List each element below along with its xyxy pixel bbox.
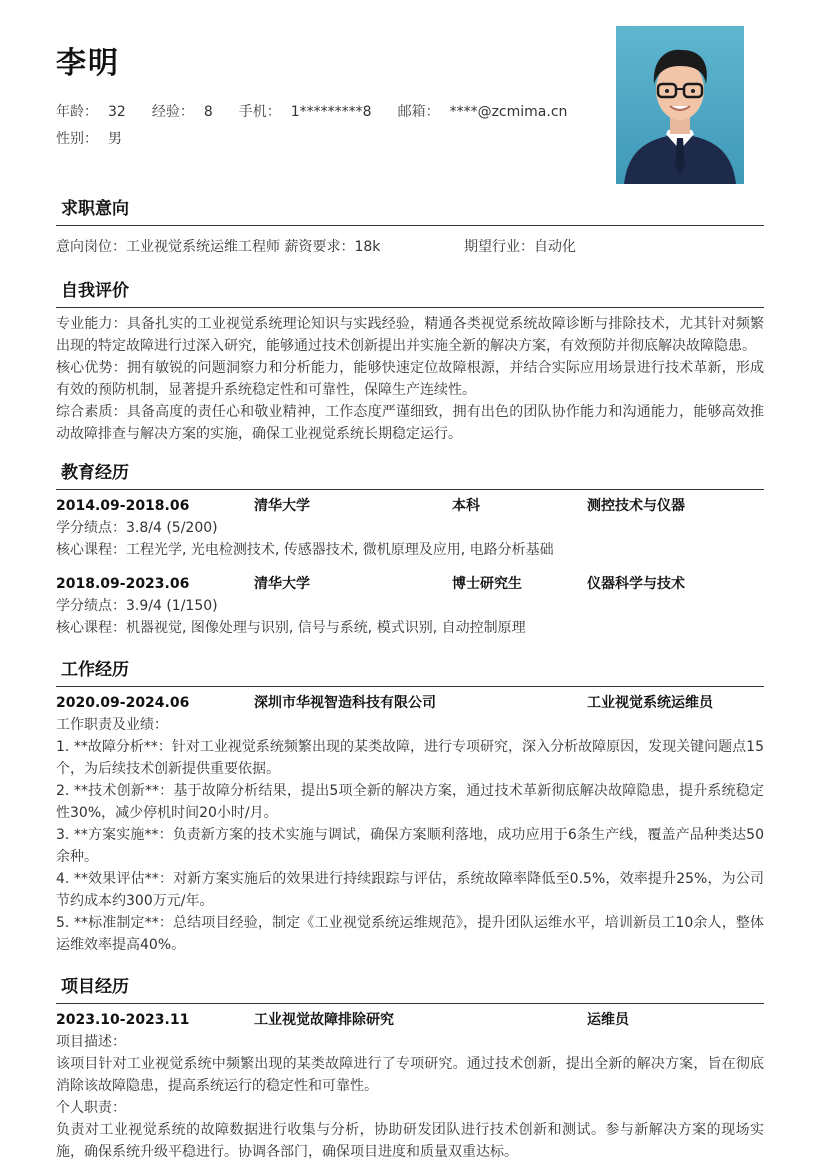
- education-school: 清华大学: [254, 498, 310, 514]
- gender-label: 性别：: [56, 131, 98, 147]
- project-header-row: [56, 1009, 764, 1031]
- education-entry: [56, 495, 764, 561]
- job-intent-section: [56, 196, 764, 258]
- basic-info-row-2: [56, 128, 148, 148]
- education-major: 测控技术与仪器: [587, 498, 685, 514]
- experience-value: 8: [203, 104, 213, 120]
- intent-industry: 期望行业：自动化: [464, 239, 576, 255]
- candidate-name: 李明: [56, 46, 120, 81]
- work-section: [56, 657, 764, 956]
- education-major: 仪器科学与技术: [587, 576, 685, 592]
- education-entry: [56, 573, 764, 639]
- work-duty-item: 4. **效果评估**：对新方案实施后的效果进行持续跟踪与评估，系统故障率降低至0.5%，效率提升25%，为公司节约成本约300万元/年。: [56, 871, 764, 909]
- work-period: 2020.09-2024.06: [56, 695, 190, 711]
- education-degree: 博士研究生: [452, 576, 522, 592]
- work-duty-item: 5. **标准制定**：总结项目经验，制定《工业视觉系统运维规范》，提升团队运维水平，培训新员工10余人，整体运维效率提高40%。: [56, 915, 764, 953]
- job-intent-row: [56, 236, 764, 258]
- project-section: [56, 974, 764, 1163]
- age-value: 32: [108, 104, 126, 120]
- project-description: 该项目针对工业视觉系统中频繁出现的某类故障进行了专项研究。通过技术创新，提出全新的解决方案，旨在彻底消除该故障隐患，提高系统运行的稳定性和可靠性。: [56, 1056, 764, 1094]
- phone-value: 1*********8: [290, 104, 372, 120]
- work-company: 深圳市华视智造科技有限公司: [254, 695, 436, 711]
- work-duty-item: 2. **技术创新**：基于故障分析结果，提出5项全新的解决方案，通过技术革新彻底解决故障隐患，提升系统稳定性30%，减少停机时间20小时/月。: [56, 783, 764, 821]
- work-header-row: [56, 692, 764, 714]
- work-role: 工业视觉系统运维员: [587, 695, 713, 711]
- education-gpa: 学分绩点：3.9/4 (1/150): [56, 598, 218, 614]
- gender-value: 男: [108, 131, 122, 147]
- project-desc-label: 项目描述：: [56, 1034, 126, 1050]
- work-duty-label: 工作职责及业绩：: [56, 717, 168, 733]
- education-gpa: 学分绩点：3.8/4 (5/200): [56, 520, 218, 536]
- age-label: 年龄：: [56, 104, 98, 120]
- work-duty-item: 1. **故障分析**：针对工业视觉系统频繁出现的某类故障，进行专项研究，深入分析故障原因，发现关键问题点15个，为后续技术创新提供重要依据。: [56, 739, 764, 777]
- experience-field: [152, 101, 213, 121]
- phone-label: 手机：: [238, 104, 281, 120]
- phone-field: [239, 101, 372, 121]
- education-degree: 本科: [452, 498, 480, 514]
- education-title: 教育经历: [56, 460, 764, 490]
- project-duty-label: 个人职责：: [56, 1100, 126, 1116]
- email-field: [398, 101, 568, 121]
- basic-info-row-1: [56, 101, 593, 121]
- experience-label: 经验：: [151, 104, 194, 120]
- education-courses: 核心课程：机器视觉, 图像处理与识别, 信号与系统, 模式识别, 自动控制原理: [56, 620, 526, 636]
- project-role: 运维员: [587, 1012, 629, 1028]
- education-period: 2014.09-2018.06: [56, 498, 190, 514]
- self-evaluation-paragraph: 核心优势：拥有敏锐的问题洞察力和分析能力，能够快速定位故障根源，并结合实际应用场景进行技术革新，形成有效的预防机制，显著提升系统稳定性和可靠性，保障生产连续性。: [56, 360, 764, 398]
- job-intent-title: 求职意向: [56, 196, 764, 226]
- project-title: 项目经历: [56, 974, 764, 1004]
- intent-salary: 薪资要求：18k: [284, 239, 381, 255]
- education-header-row: [56, 495, 764, 517]
- intent-position: 意向岗位：工业视觉系统运维工程师: [56, 239, 280, 255]
- self-evaluation-paragraph: 专业能力：具备扎实的工业视觉系统理论知识与实践经验，精通各类视觉系统故障诊断与排除技术，尤其针对频繁出现的特定故障进行过深入研究，能够通过技术创新提出并实施全新的解决方案，有效预防并彻底解决故障隐患。: [56, 316, 764, 354]
- project-period: 2023.10-2023.11: [56, 1012, 190, 1028]
- profile-photo: [616, 26, 744, 184]
- self-evaluation-paragraph: 综合素质：具备高度的责任心和敬业精神，工作态度严谨细致，拥有出色的团队协作能力和沟通能力，能够高效推动故障排查与解决方案的实施，确保工业视觉系统长期稳定运行。: [56, 404, 764, 442]
- email-label: 邮箱：: [397, 104, 440, 120]
- gender-field: [56, 128, 122, 148]
- education-header-row: [56, 573, 764, 595]
- work-title: 工作经历: [56, 657, 764, 687]
- intent-position-salary: [56, 236, 464, 258]
- age-field: [56, 101, 126, 121]
- self-evaluation-title: 自我评价: [56, 278, 764, 308]
- education-courses: 核心课程：工程光学, 光电检测技术, 传感器技术, 微机原理及应用, 电路分析基础: [56, 542, 554, 558]
- email-value: ****@zcmima.cn: [449, 104, 568, 120]
- self-evaluation-section: [56, 278, 764, 445]
- work-duty-item: 3. **方案实施**：负责新方案的技术实施与调试，确保方案顺利落地，成功应用于6条生产线，覆盖产品种类达50余种。: [56, 827, 764, 865]
- education-school: 清华大学: [254, 576, 310, 592]
- project-name: 工业视觉故障排除研究: [254, 1012, 394, 1028]
- project-duty: 负责对工业视觉系统的故障数据进行收集与分析，协助研发团队进行技术创新和测试。参与新解决方案的现场实施，确保系统升级平稳进行。协调各部门，确保项目进度和质量双重达标。: [56, 1122, 764, 1160]
- education-period: 2018.09-2023.06: [56, 576, 190, 592]
- education-section: [56, 460, 764, 639]
